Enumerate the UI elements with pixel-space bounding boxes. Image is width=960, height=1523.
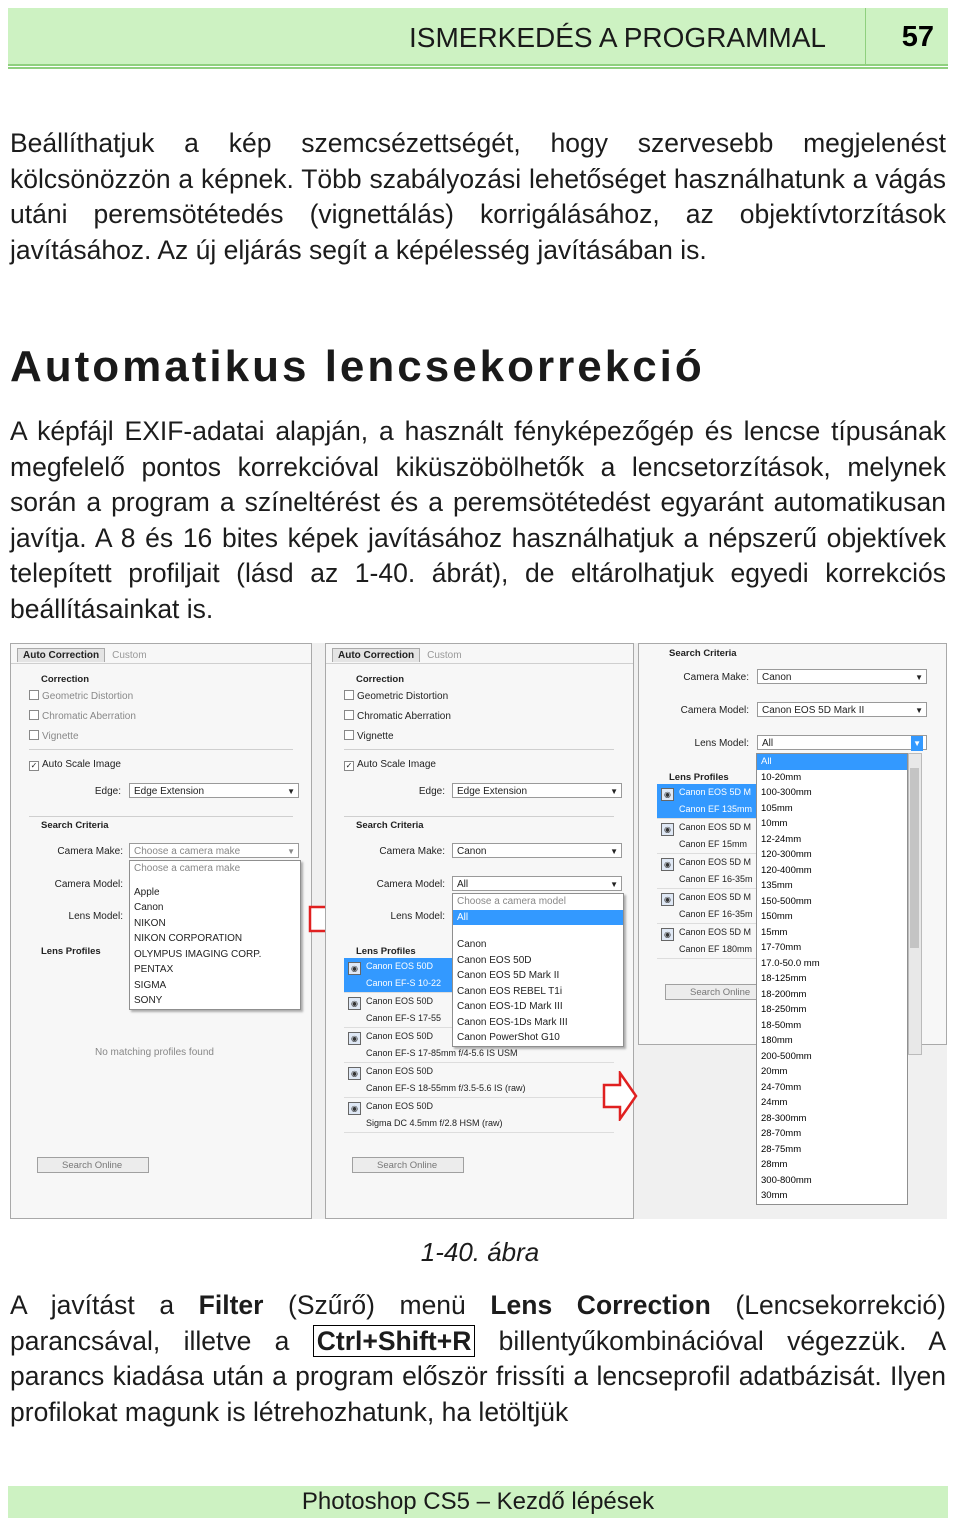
checkbox-geometric[interactable] (344, 690, 448, 702)
profile-camera: Canon EOS 50D (366, 961, 434, 971)
check-icon: ✓ (345, 761, 353, 770)
camera-lens-icon: ◉ (348, 1032, 361, 1045)
edge-value: Edge Extension (457, 786, 528, 797)
profile-lens: Canon EF 16-35m (679, 909, 753, 919)
camera-make-label: Camera Make: (379, 846, 445, 857)
profile-camera: Canon EOS 50D (366, 996, 434, 1006)
list-item[interactable]: 100-300mm (761, 787, 812, 798)
search-online-button[interactable]: Search Online (665, 984, 777, 1000)
panel-auto-correction-1 (10, 643, 312, 1219)
camera-model-select[interactable] (452, 876, 622, 891)
list-item[interactable] (344, 1098, 614, 1133)
tabs (17, 648, 154, 662)
list-item[interactable]: 17-70mm (761, 942, 802, 953)
checkbox-geometric[interactable] (29, 690, 133, 702)
profile-camera: Canon EOS 50D (366, 1066, 434, 1076)
list-item[interactable]: 10-20mm (761, 771, 802, 783)
profile-camera: Canon EOS 50D (366, 1031, 434, 1041)
camera-make-label: Camera Make: (683, 672, 749, 683)
chevron-down-icon: ▼ (610, 847, 618, 856)
check-icon: ✓ (30, 761, 38, 770)
list-item[interactable]: 105mm (761, 802, 793, 814)
correction-header: Correction (356, 674, 405, 685)
list-item[interactable]: 24mm (761, 1097, 788, 1108)
text-run: (Szűrő) menü (263, 1290, 491, 1320)
profile-lens: Canon EF 180mm (679, 944, 753, 954)
divider (344, 816, 614, 817)
camera-model-label: Camera Model: (54, 879, 123, 890)
list-item[interactable] (657, 784, 757, 819)
tabs (332, 648, 469, 662)
profile-lens: Canon EF-S 17-85mm f/4-5.6 IS USM (366, 1048, 518, 1058)
chevron-down-icon: ▼ (287, 787, 295, 796)
camera-model-select[interactable] (757, 702, 927, 717)
edge-select[interactable] (129, 783, 299, 798)
camera-make-label: Camera Make: (57, 846, 123, 857)
list-item[interactable]: Canon (134, 902, 164, 913)
camera-model-value: Canon EOS 5D Mark II (762, 705, 865, 716)
correction-header: Correction (41, 674, 90, 685)
checkbox-chromatic[interactable] (29, 710, 136, 722)
list-item[interactable]: 150mm (761, 911, 793, 922)
profile-camera: Canon EOS 50D (366, 1101, 434, 1111)
intro-paragraph: Beállíthatjuk a kép szemcsézettségét, hogy szervesebb megjelenést kölcsönözzön a képnek. Több szabályozási lehetőséget használhatunk a vágás utáni peremsötétedés (vignettálás) korrigálásához, az objektívtorzítások javításához. Az új eljárás segít a képélesség javításában is. (10, 128, 946, 265)
camera-model-label: Camera Model: (376, 879, 445, 890)
body-paragraph: A képfájl EXIF-adatai alapján, a használt fényképezőgép és lencse típusának megfelelő pontos korrekcióval kiküszöbölhetők a lencsetorzítások, melynek során a program a színeltérést és a peremsötétedést egyaránt automatikusan javítja. A 8 és 16 bites képek javításához használhatjuk a népszerű objektívek telepített profiljait (lásd az 1-40. ábrát), de eltárolhatjuk egyedi korrekciós beállításainkat is. (10, 416, 946, 624)
lens-model-select[interactable] (757, 735, 927, 750)
list-item[interactable]: 17.0-50.0 mm (761, 957, 820, 969)
list-item[interactable]: 135mm (761, 880, 793, 891)
camera-make-value: Choose a camera make (134, 846, 241, 857)
list-item[interactable]: SONY (134, 995, 163, 1006)
profile-camera: Canon EOS 5D M (679, 787, 752, 797)
camera-make-select[interactable] (129, 843, 299, 858)
list-item[interactable]: Canon EOS REBEL T1i (457, 985, 563, 997)
search-criteria-header: Search Criteria (356, 820, 424, 831)
keyboard-shortcut: Ctrl+Shift+R (313, 1325, 476, 1357)
figure-lens-correction (10, 643, 947, 1219)
list-item[interactable] (657, 819, 757, 854)
checkbox-chromatic[interactable] (344, 710, 451, 722)
checkbox-label: Chromatic Aberration (357, 711, 451, 722)
edge-select[interactable] (452, 783, 622, 798)
checkbox-label: Vignette (357, 731, 394, 742)
camera-lens-icon: ◉ (348, 1102, 361, 1115)
camera-model-label: Camera Model: (680, 705, 749, 716)
lens-model-label: Lens Model: (390, 911, 445, 922)
list-item[interactable]: Canon PowerShot G10 (457, 1032, 560, 1043)
divider (11, 663, 311, 664)
checkbox-box (29, 710, 39, 720)
tab-auto-correction[interactable]: Auto Correction (332, 648, 420, 662)
no-match-text: No matching profiles found (95, 1047, 214, 1058)
list-item[interactable]: 180mm (761, 1035, 793, 1046)
lens-model-label: Lens Model: (68, 911, 123, 922)
checkbox-auto-scale[interactable] (344, 759, 436, 771)
list-item[interactable]: 12-24mm (761, 833, 802, 845)
chevron-down-icon: ▼ (610, 787, 618, 796)
checkbox-label: Geometric Distortion (42, 691, 134, 702)
section-heading: Automatikus lencsekorrekció (10, 342, 705, 391)
figure-caption: 1-40. ábra (420, 1237, 540, 1267)
list-item[interactable] (657, 889, 757, 924)
camera-lens-icon: ◉ (661, 858, 674, 871)
lens-profiles-header: Lens Profiles (41, 946, 101, 957)
tab-auto-correction[interactable]: Auto Correction (17, 648, 105, 662)
camera-model-value: All (457, 879, 469, 890)
menu-name-filter: Filter (198, 1290, 264, 1320)
list-item[interactable]: PENTAX (134, 964, 174, 975)
scrollbar[interactable] (908, 753, 922, 1055)
list-item[interactable]: 30mm (761, 1190, 788, 1201)
profile-lens: Sigma DC 4.5mm f/2.8 HSM (raw) (366, 1118, 503, 1128)
profile-camera: Canon EOS 5D M (679, 927, 752, 937)
search-online-button[interactable]: Search Online (352, 1157, 464, 1173)
panel-auto-correction-2 (325, 643, 634, 1219)
divider (29, 816, 293, 817)
list-item[interactable]: 15mm (761, 926, 788, 938)
camera-make-select[interactable] (757, 669, 927, 684)
camera-lens-icon: ◉ (661, 893, 674, 906)
camera-lens-icon: ◉ (348, 997, 361, 1010)
profile-lens: Canon EF 15mm (679, 839, 748, 849)
checkbox-label: Vignette (42, 731, 79, 742)
profile-camera: Canon EOS 5D M (679, 892, 752, 902)
camera-make-value: Canon (762, 672, 792, 683)
checkbox-box (29, 690, 39, 700)
checkbox-box (344, 690, 354, 700)
list-item[interactable]: 200-500mm (761, 1050, 812, 1062)
list-item[interactable]: Canon (457, 939, 487, 950)
text-run: billentyűkombinációval végezzük. A parancs kiadása után a program először frissíti a lencseprofil adatbázisát. Ilyen profilokat magunk is létrehozhatunk, ha letöltjük (10, 1325, 946, 1427)
profile-camera: Canon EOS 5D M (679, 857, 752, 867)
profile-lens: Canon EF 16-35m (679, 874, 753, 884)
page-number: 57 (901, 21, 934, 53)
lens-model-dropdown[interactable] (756, 753, 908, 1205)
lens-model-value: All (762, 738, 774, 749)
chevron-down-icon: ▼ (287, 847, 295, 856)
list-item[interactable]: 18-250mm (761, 1004, 807, 1015)
checkbox-label: Chromatic Aberration (42, 711, 136, 722)
profile-camera: Canon EOS 5D M (679, 822, 752, 832)
camera-lens-icon: ◉ (661, 823, 674, 836)
camera-lens-icon: ◉ (348, 1067, 361, 1080)
header-underline (8, 67, 948, 69)
lens-model-label: Lens Model: (694, 738, 749, 749)
list-item[interactable]: All (453, 910, 623, 926)
list-item[interactable]: Apple (134, 886, 160, 898)
list-item[interactable] (657, 924, 757, 959)
camera-make-select[interactable] (452, 843, 622, 858)
chevron-down-icon: ▼ (915, 706, 923, 715)
search-online-button[interactable]: Search Online (37, 1157, 149, 1173)
profile-lens: Canon EF-S 17-55 (366, 1013, 442, 1023)
list-item[interactable]: 28-70mm (761, 1128, 802, 1139)
chevron-down-icon: ▼ (911, 736, 923, 751)
arrow-right-icon (602, 1071, 638, 1121)
scrollbar-thumb[interactable] (910, 768, 919, 948)
profile-lens: Canon EF-S 10-22 (366, 978, 442, 988)
edge-label: Edge: (94, 786, 121, 797)
camera-make-dropdown[interactable] (129, 860, 301, 1010)
list-item[interactable]: OLYMPUS IMAGING CORP. (134, 948, 262, 960)
chevron-down-icon: ▼ (610, 880, 618, 889)
list-item[interactable] (344, 1063, 614, 1098)
list-item[interactable]: 18-125mm (761, 973, 807, 984)
divider (29, 749, 293, 750)
list-item[interactable]: 120-300mm (761, 849, 812, 860)
list-item[interactable]: NIKON CORPORATION (134, 933, 243, 944)
search-criteria-header: Search Criteria (41, 820, 109, 831)
tab-custom[interactable]: Custom (427, 650, 462, 661)
command-name-lens-correction: Lens Correction (490, 1290, 711, 1320)
divider (344, 749, 614, 750)
lens-profiles-header: Lens Profiles (669, 772, 729, 783)
camera-lens-icon: ◉ (661, 788, 674, 801)
tab-custom[interactable]: Custom (112, 650, 147, 661)
profile-lens: Canon EF 135mm (679, 804, 753, 814)
checkbox-box (344, 730, 354, 740)
checkbox-label: Auto Scale Image (42, 759, 121, 770)
list-item[interactable]: 20mm (761, 1066, 788, 1077)
list-item[interactable]: 150-500mm (761, 895, 812, 907)
list-item[interactable]: SIGMA (134, 979, 167, 991)
chevron-down-icon: ▼ (915, 673, 923, 682)
checkbox-vignette[interactable] (344, 730, 394, 742)
list-item[interactable]: Canon EOS-1Ds Mark III (457, 1016, 568, 1028)
list-item[interactable]: 28mm (761, 1159, 788, 1170)
search-criteria-header: Search Criteria (669, 648, 737, 659)
lens-profiles-header: Lens Profiles (356, 946, 416, 957)
list-item[interactable] (657, 854, 757, 889)
list-item[interactable]: Choose a camera make (134, 863, 241, 874)
page-footer: Photoshop CS5 – Kezdő lépések (8, 1486, 948, 1518)
list-item[interactable]: 18-50mm (761, 1019, 802, 1031)
list-item[interactable]: 18-200mm (761, 988, 807, 1000)
page-header (8, 8, 948, 66)
divider (326, 663, 633, 664)
list-item[interactable]: 10mm (761, 818, 788, 829)
text-run: (Lencsekorrekció) parancsával, illetve a (10, 1290, 946, 1356)
list-item[interactable]: 28-75mm (761, 1143, 802, 1155)
list-item[interactable]: Canon EOS-1D Mark III (457, 1001, 563, 1012)
checkbox-label: Geometric Distortion (357, 691, 449, 702)
checkbox-box (344, 710, 354, 720)
list-item[interactable]: Canon EOS 5D Mark II (457, 970, 560, 981)
list-item[interactable]: 120-400mm (761, 864, 812, 876)
header-separator (865, 8, 866, 64)
profile-lens: Canon EF-S 18-55mm f/3.5-5.6 IS (raw) (366, 1083, 526, 1093)
checkbox-box (29, 730, 39, 740)
list-item[interactable]: 300-800mm (761, 1174, 812, 1186)
camera-lens-icon: ◉ (348, 962, 361, 975)
checkbox-auto-scale[interactable] (29, 759, 121, 771)
edge-value: Edge Extension (134, 786, 205, 797)
camera-lens-icon: ◉ (661, 928, 674, 941)
list-item[interactable]: Canon EOS 50D (457, 954, 532, 966)
edge-label: Edge: (418, 786, 445, 797)
closing-paragraph (10, 1288, 946, 1430)
checkbox-label: Auto Scale Image (357, 759, 436, 770)
list-item[interactable]: NIKON (134, 917, 166, 929)
list-item[interactable]: Choose a camera model (457, 896, 566, 907)
checkbox-vignette[interactable] (29, 730, 79, 742)
list-item[interactable]: All (757, 754, 907, 770)
chapter-title: ISMERKEDÉS A PROGRAMMAL (409, 22, 826, 53)
text-run: A javítást a (10, 1290, 199, 1320)
camera-make-value: Canon (457, 846, 487, 857)
list-item[interactable]: 24-70mm (761, 1081, 802, 1093)
camera-model-dropdown[interactable] (452, 893, 624, 1047)
list-item[interactable]: 28-300mm (761, 1112, 807, 1124)
lens-profiles-list[interactable] (657, 784, 757, 959)
